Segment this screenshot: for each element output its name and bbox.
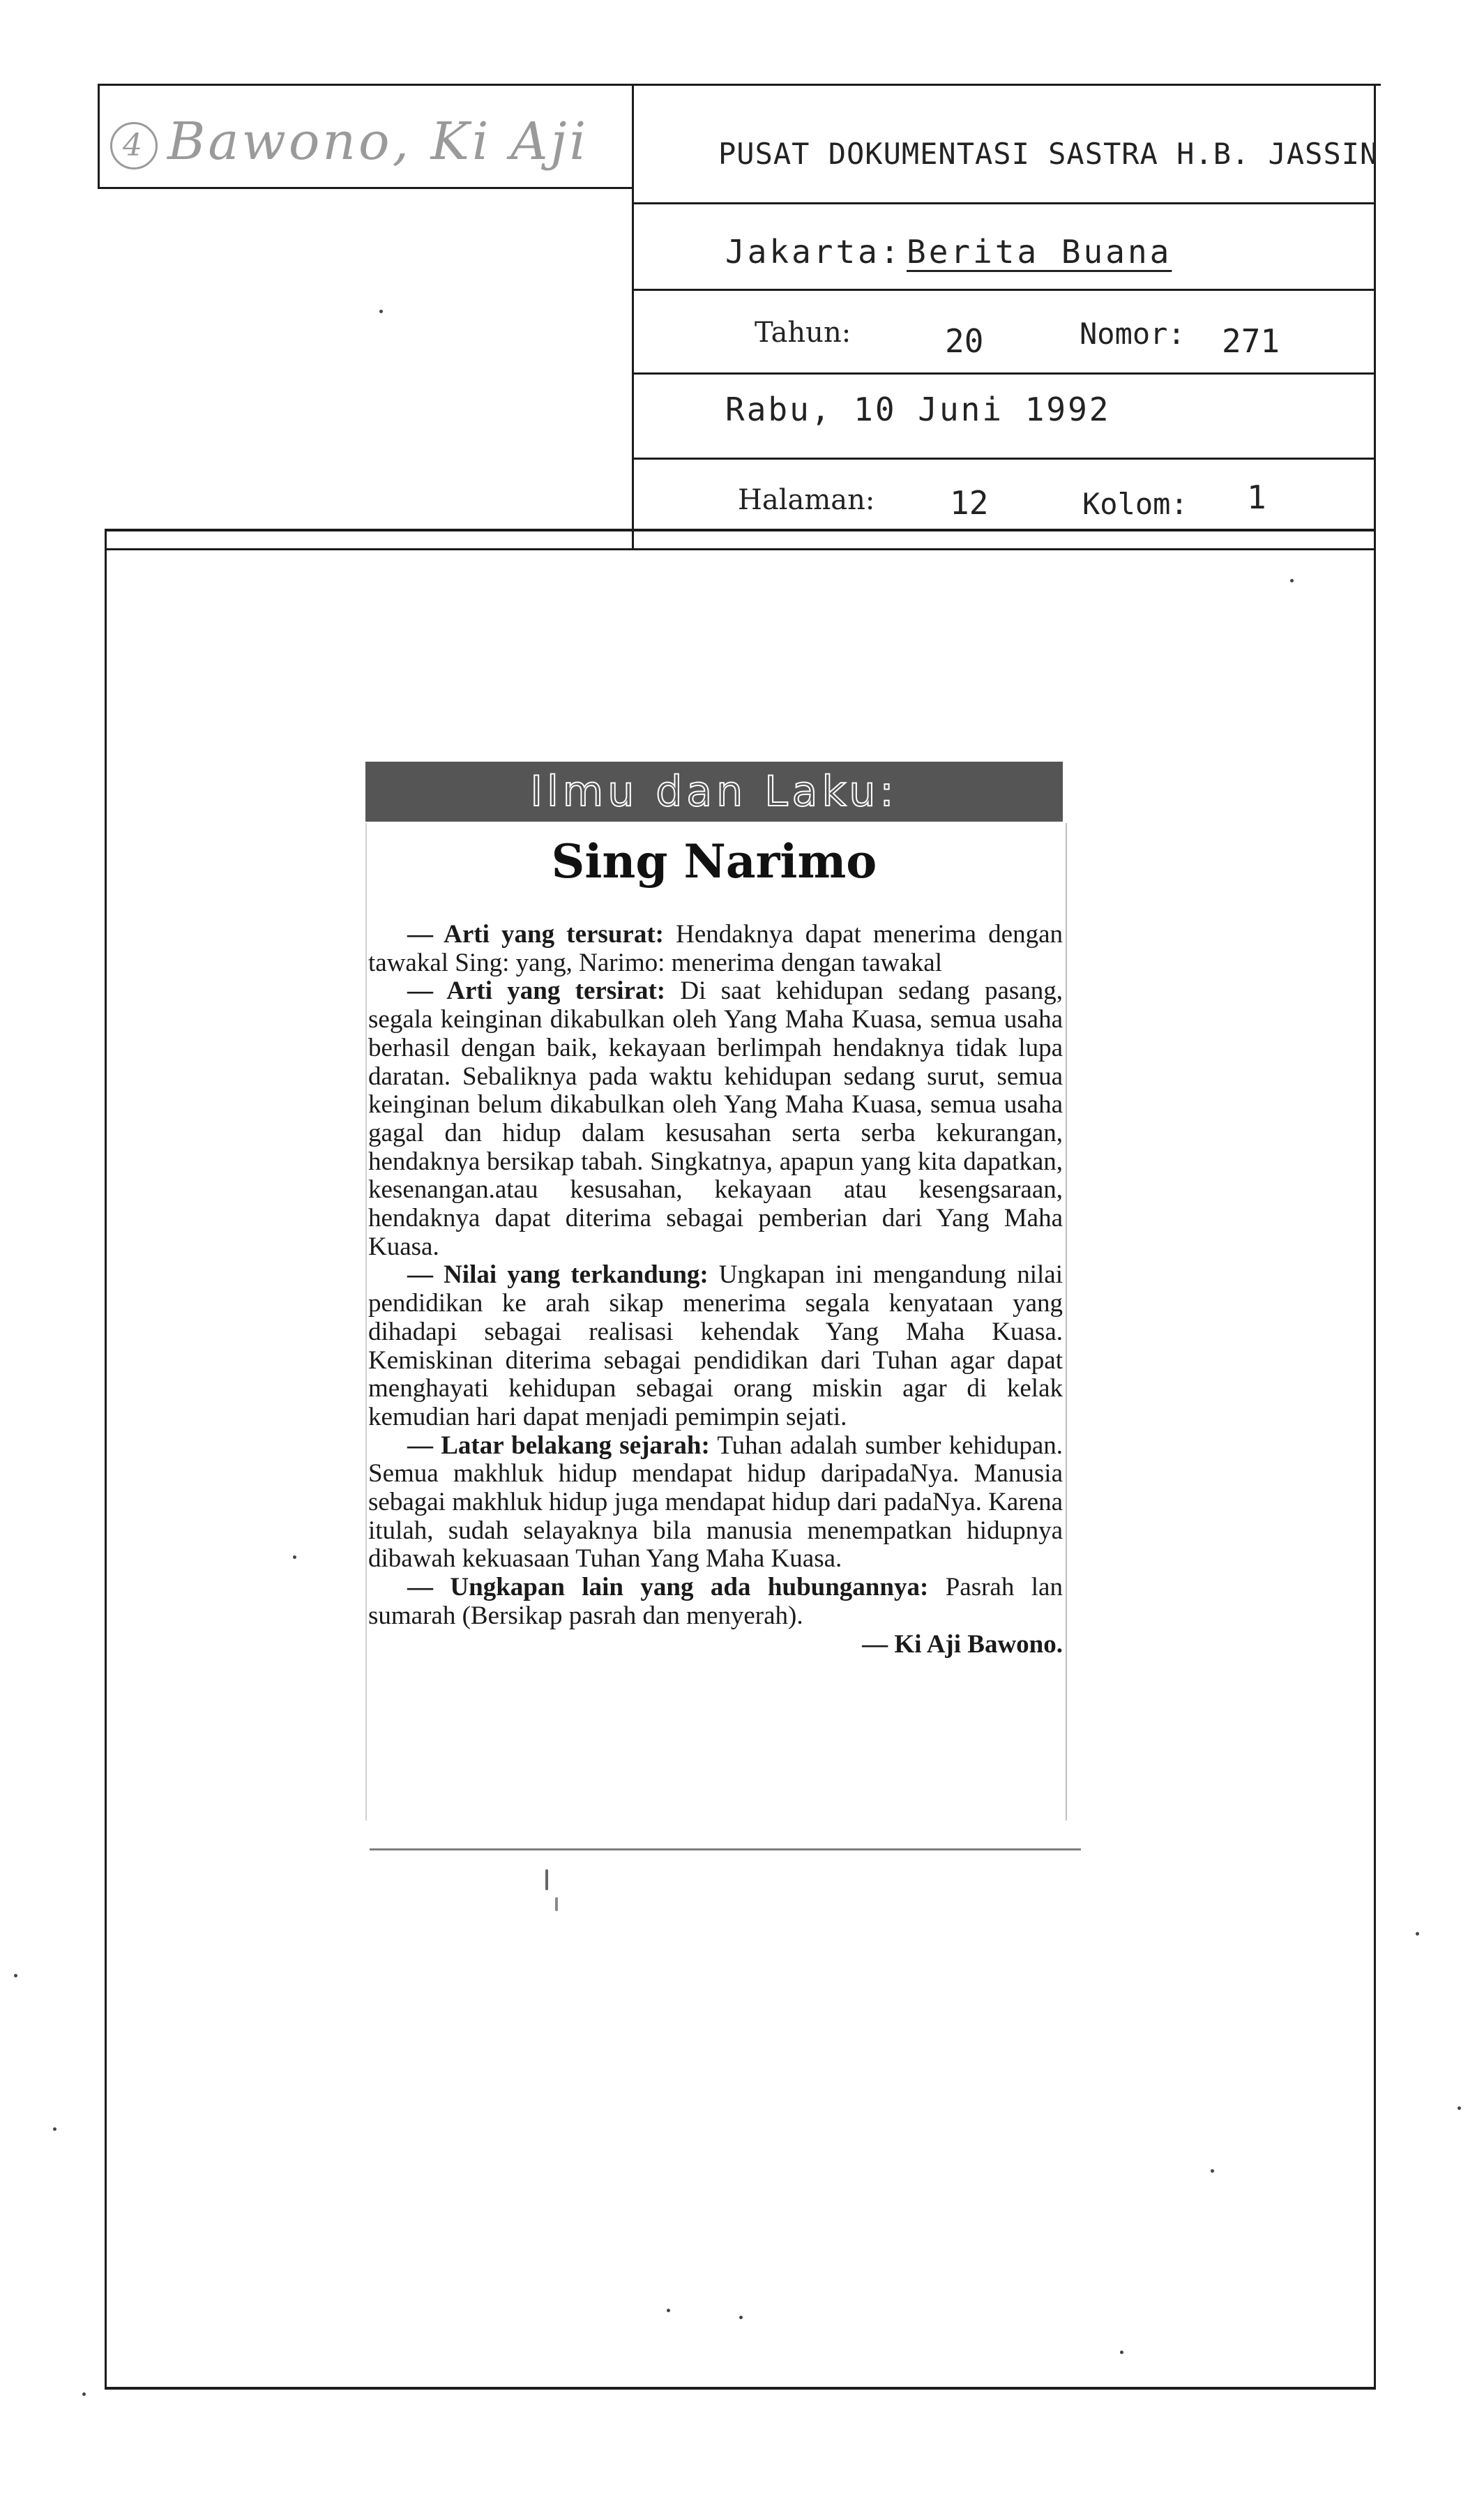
paragraph-lead: — Arti yang tersurat: <box>407 920 664 949</box>
newspaper-name: Berita Buana <box>907 233 1172 271</box>
frame-line <box>632 84 634 550</box>
speck <box>14 1974 17 1977</box>
frame-line <box>1374 548 1376 2390</box>
frame-line <box>105 2387 1375 2390</box>
rubric-banner <box>365 762 1063 822</box>
frame-line <box>105 548 1375 550</box>
publication-date: Rabu, 10 Juni 1992 <box>725 391 1111 428</box>
organization-name: PUSAT DOKUMENTASI SASTRA H.B. JASSIN <box>718 137 1379 171</box>
paragraph-text: Tuhan adalah sumber kehidupan. Semua makhluk hidup mendapat hidup daripadaNya. Manusia sebagai makhluk hidup juga mendapat hidup dari padaNya. Karena itulah, sudah selayaknya bila manusia menempatkan hidupnya dibawah kekuasaan Tuhan Yang Maha Kuasa. <box>368 1431 1063 1574</box>
paragraph-text: Hendaknya dapat menerima dengan tawakal Sing: yang, Narimo: menerima dengan tawakal <box>368 920 1063 977</box>
article-paragraph <box>368 1574 1063 1630</box>
article-byline: — Ki Aji Bawono. <box>862 1629 1063 1659</box>
speck <box>53 2127 56 2131</box>
speck <box>1416 1932 1419 1936</box>
page-value: 12 <box>950 484 989 522</box>
speck <box>1458 2106 1461 2110</box>
article-paragraph <box>368 921 1063 977</box>
article-body <box>368 921 1063 1659</box>
frame-line <box>98 187 633 189</box>
speck <box>1290 579 1294 582</box>
frame-line <box>105 529 107 2388</box>
paragraph-lead: — Ungkapan lain yang ada hubungannya: <box>407 1573 929 1602</box>
frame-line <box>98 84 100 188</box>
speck <box>545 1869 548 1890</box>
paragraph-lead: — Latar belakang sejarah: <box>407 1431 710 1460</box>
article-paragraph <box>368 977 1063 1261</box>
page-label: Halaman: <box>738 484 875 516</box>
newspaper-clipping <box>365 762 1077 1850</box>
speck <box>555 1897 558 1911</box>
paragraph-text: Di saat kehidupan sedang pasang, segala keinginan dikabulkan oleh Yang Maha Kuasa, semua usaha berhasil dengan baik, kekayaan berlimpah hendaknya tidak lupa daratan. Sebaliknya pada waktu kehidupan sedang surut, semua keinginan belum dikabulkan oleh Yang Maha Kuasa, semua usaha gagal dan hidup dalam kesusahan serta serba kekurangan, hendaknya bersikap tabah. Singkatnya, apapun yang kita dapatkan, kesenangan.atau kesusahan, kekayaan atau kesengsaraan, hendaknya dapat diterima sebagai pemberian dari Yang Maha Kuasa. <box>368 976 1063 1261</box>
frame-line <box>98 84 1381 86</box>
speck <box>1211 2169 1214 2173</box>
city-label: Jakarta: <box>725 233 902 271</box>
handwritten-author: Bawono, Ki Aji <box>167 112 589 172</box>
issue-number-label: Nomor: <box>1080 317 1186 351</box>
frame-line <box>632 372 1375 375</box>
speck <box>739 2316 743 2319</box>
speck <box>1120 2351 1123 2354</box>
issue-number-value: 271 <box>1222 322 1280 360</box>
paragraph-lead: — Nilai yang terkandung: <box>407 1260 709 1290</box>
paragraph-text: Ungkapan ini mengandung nilai pendidikan ke arah sikap menerima segala kenyataan yang dihadapi sebagai realisasi kehendak Yang Maha Kuasa. Kemiskinan diterima sebagai pendidikan dari Tuhan agar dapat menghayati kehidupan sebagai orang miskin agar di kelak kemudian hari dapat menjadi pemimpin sejati. <box>368 1260 1063 1431</box>
paragraph-lead: — Arti yang tersirat: <box>407 976 666 1006</box>
column-label: Kolom: <box>1082 487 1188 521</box>
article-paragraph <box>368 1261 1063 1431</box>
article-title: Sing Narimo <box>551 834 877 889</box>
frame-line <box>632 289 1375 291</box>
speck <box>82 2392 86 2396</box>
speck <box>379 310 383 313</box>
paragraph-text: Pasrah lan sumarah (Bersikap pasrah dan menyerah). <box>368 1573 1063 1630</box>
speck <box>667 2309 670 2312</box>
rubric-title: Ilmu dan Laku: <box>530 767 898 816</box>
year-label: Tahun: <box>755 317 851 349</box>
article-paragraph <box>368 1432 1063 1574</box>
column-value: 1 <box>1247 478 1266 516</box>
frame-line <box>632 458 1375 460</box>
handwritten-note <box>110 112 589 172</box>
year-value: 20 <box>945 322 984 360</box>
speck <box>293 1555 296 1559</box>
frame-line <box>632 202 1375 204</box>
circled-number: 4 <box>110 122 158 169</box>
frame-line <box>105 529 1375 531</box>
